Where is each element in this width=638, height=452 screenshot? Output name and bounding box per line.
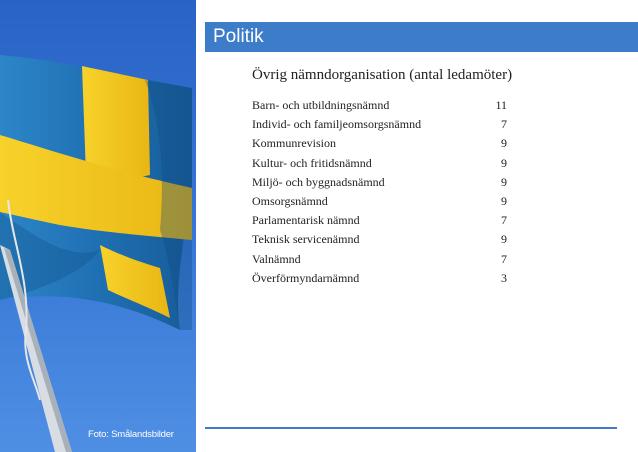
member-count: 11 bbox=[495, 98, 507, 112]
committee-row bbox=[252, 154, 514, 173]
member-count: 9 bbox=[501, 136, 507, 151]
swedish-flag-image bbox=[0, 0, 196, 452]
committee-name: Kultur- och fritidsnämnd bbox=[252, 155, 372, 170]
flag-photo bbox=[0, 0, 196, 452]
committee-row bbox=[252, 96, 514, 115]
committee-row bbox=[252, 173, 514, 192]
member-count: 9 bbox=[501, 174, 507, 189]
section-header bbox=[205, 22, 638, 52]
committee-name: Individ- och familjeomsorgsnämnd bbox=[252, 117, 422, 132]
committee-row bbox=[252, 230, 514, 249]
section-subtitle: Övrig nämndorganisation (antal ledamöter) bbox=[252, 67, 513, 83]
photo-credit: Foto: Smålandsbilder bbox=[88, 429, 174, 440]
committee-row bbox=[252, 269, 514, 288]
committee-name: Teknisk servicenämnd bbox=[252, 232, 360, 247]
committee-row bbox=[252, 250, 514, 269]
committee-name: Omsorgsnämnd bbox=[252, 193, 328, 208]
committee-list bbox=[252, 96, 514, 288]
committee-name: Parlamentarisk nämnd bbox=[252, 213, 360, 228]
committee-row bbox=[252, 115, 514, 134]
bottom-divider bbox=[205, 427, 617, 429]
page-title: Politik bbox=[213, 26, 264, 47]
committee-name: Valnämnd bbox=[252, 251, 301, 266]
committee-row bbox=[252, 211, 514, 230]
committee-name: Miljö- och byggnadsnämnd bbox=[252, 174, 385, 189]
committee-row bbox=[252, 192, 514, 211]
committee-name: Barn- och utbildningsnämnd bbox=[252, 98, 390, 112]
member-count: 7 bbox=[501, 213, 507, 228]
committee-name: Kommunrevision bbox=[252, 136, 336, 151]
member-count: 9 bbox=[501, 155, 507, 170]
member-count: 3 bbox=[501, 270, 507, 285]
committee-name: Överförmyndarnämnd bbox=[252, 270, 360, 285]
committee-row bbox=[252, 134, 514, 153]
member-count: 7 bbox=[501, 117, 507, 132]
member-count: 7 bbox=[501, 251, 507, 266]
member-count: 9 bbox=[501, 232, 507, 247]
member-count: 9 bbox=[501, 193, 507, 208]
